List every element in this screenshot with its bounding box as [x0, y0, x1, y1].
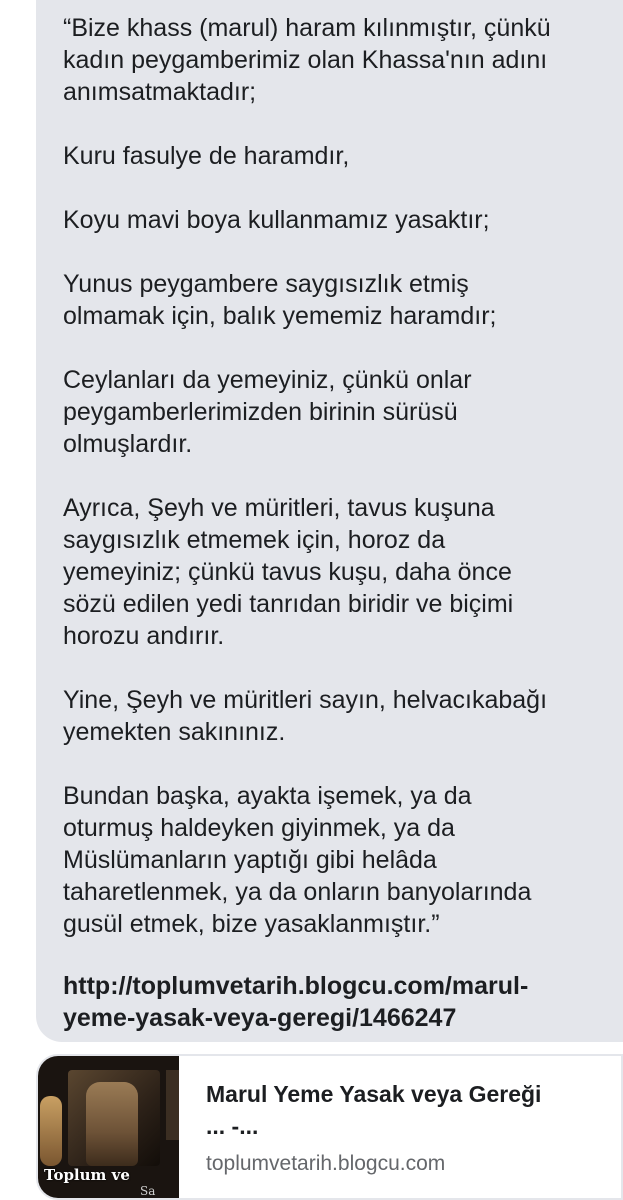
text-line: Yunus peygambere saygısızlık etmiş: [63, 270, 469, 298]
link-preview-title[interactable]: [206, 1078, 616, 1142]
text-line: peygamberlerimizden birinin sürüsü: [63, 398, 458, 426]
paragraph-8: [63, 780, 619, 940]
text-line: Müslümanların yaptığı gibi helâda: [63, 846, 437, 874]
text-line: Bundan başka, ayakta işemek, ya da: [63, 782, 472, 810]
text-line: Ceylanları da yemeyiniz, çünkü onlar: [63, 366, 472, 394]
text-line: “Bize khass (marul) haram kılınmıştır, çünkü: [63, 14, 551, 42]
paragraph-4: [63, 268, 619, 332]
text-line: sözü edilen yedi tanrıdan biridir ve biçimi: [63, 590, 514, 618]
thumbnail-logo-subtext: Sa: [140, 1184, 156, 1198]
text-line: olmuşlardır.: [63, 430, 193, 458]
text-line: yemeyiniz; çünkü tavus kuşu, daha önce: [63, 558, 512, 586]
text-line: Yine, Şeyh ve müritleri sayın, helvacıkabağı: [63, 686, 548, 714]
title-line: Marul Yeme Yasak veya Gereği: [206, 1081, 542, 1107]
text-line: yemekten sakınınız.: [63, 718, 286, 746]
thumbnail-statue: [86, 1082, 138, 1166]
thumbnail-edge: [166, 1070, 179, 1140]
link-preview-card[interactable]: [36, 1054, 623, 1200]
link-line[interactable]: http://toplumvetarih.blogcu.com/marul-: [63, 972, 529, 1000]
text-line: Ayrıca, Şeyh ve müritleri, tavus kuşuna: [63, 494, 495, 522]
paragraph-7: [63, 684, 619, 748]
text-line: olmamak için, balık yememiz haramdır;: [63, 302, 497, 330]
link-preview-domain: toplumvetarih.blogcu.com: [206, 1152, 446, 1175]
message-link[interactable]: [63, 970, 603, 1034]
paragraph-3: [63, 204, 619, 236]
text-line: gusül etmek, bize yasaklanmıştır.”: [63, 910, 440, 938]
title-line: ... -...: [206, 1113, 259, 1139]
paragraph-2: [63, 140, 619, 172]
text-line: taharetlenmek, ya da onların banyolarında: [63, 878, 532, 906]
text-line: anımsatmaktadır;: [63, 78, 257, 106]
paragraph-6: [63, 492, 619, 652]
link-line[interactable]: yeme-yasak-veya-geregi/1466247: [63, 1004, 457, 1032]
text-line: Kuru fasulye de haramdır,: [63, 142, 350, 170]
link-preview-thumbnail[interactable]: [38, 1056, 179, 1200]
text-line: horozu andırır.: [63, 622, 225, 650]
thumbnail-logo-text: Toplum ve: [44, 1166, 130, 1184]
text-line: kadın peygamberimiz olan Khassa'nın adını: [63, 46, 548, 74]
thumbnail-statue-left: [40, 1096, 62, 1166]
text-line: oturmuş haldeyken giyinmek, ya da: [63, 814, 455, 842]
paragraph-5: [63, 364, 619, 460]
paragraph-1: [63, 12, 619, 108]
text-line: saygısızlık etmemek için, horoz da: [63, 526, 446, 554]
message-text: [63, 12, 619, 972]
text-line: Koyu mavi boya kullanmamız yasaktır;: [63, 206, 490, 234]
